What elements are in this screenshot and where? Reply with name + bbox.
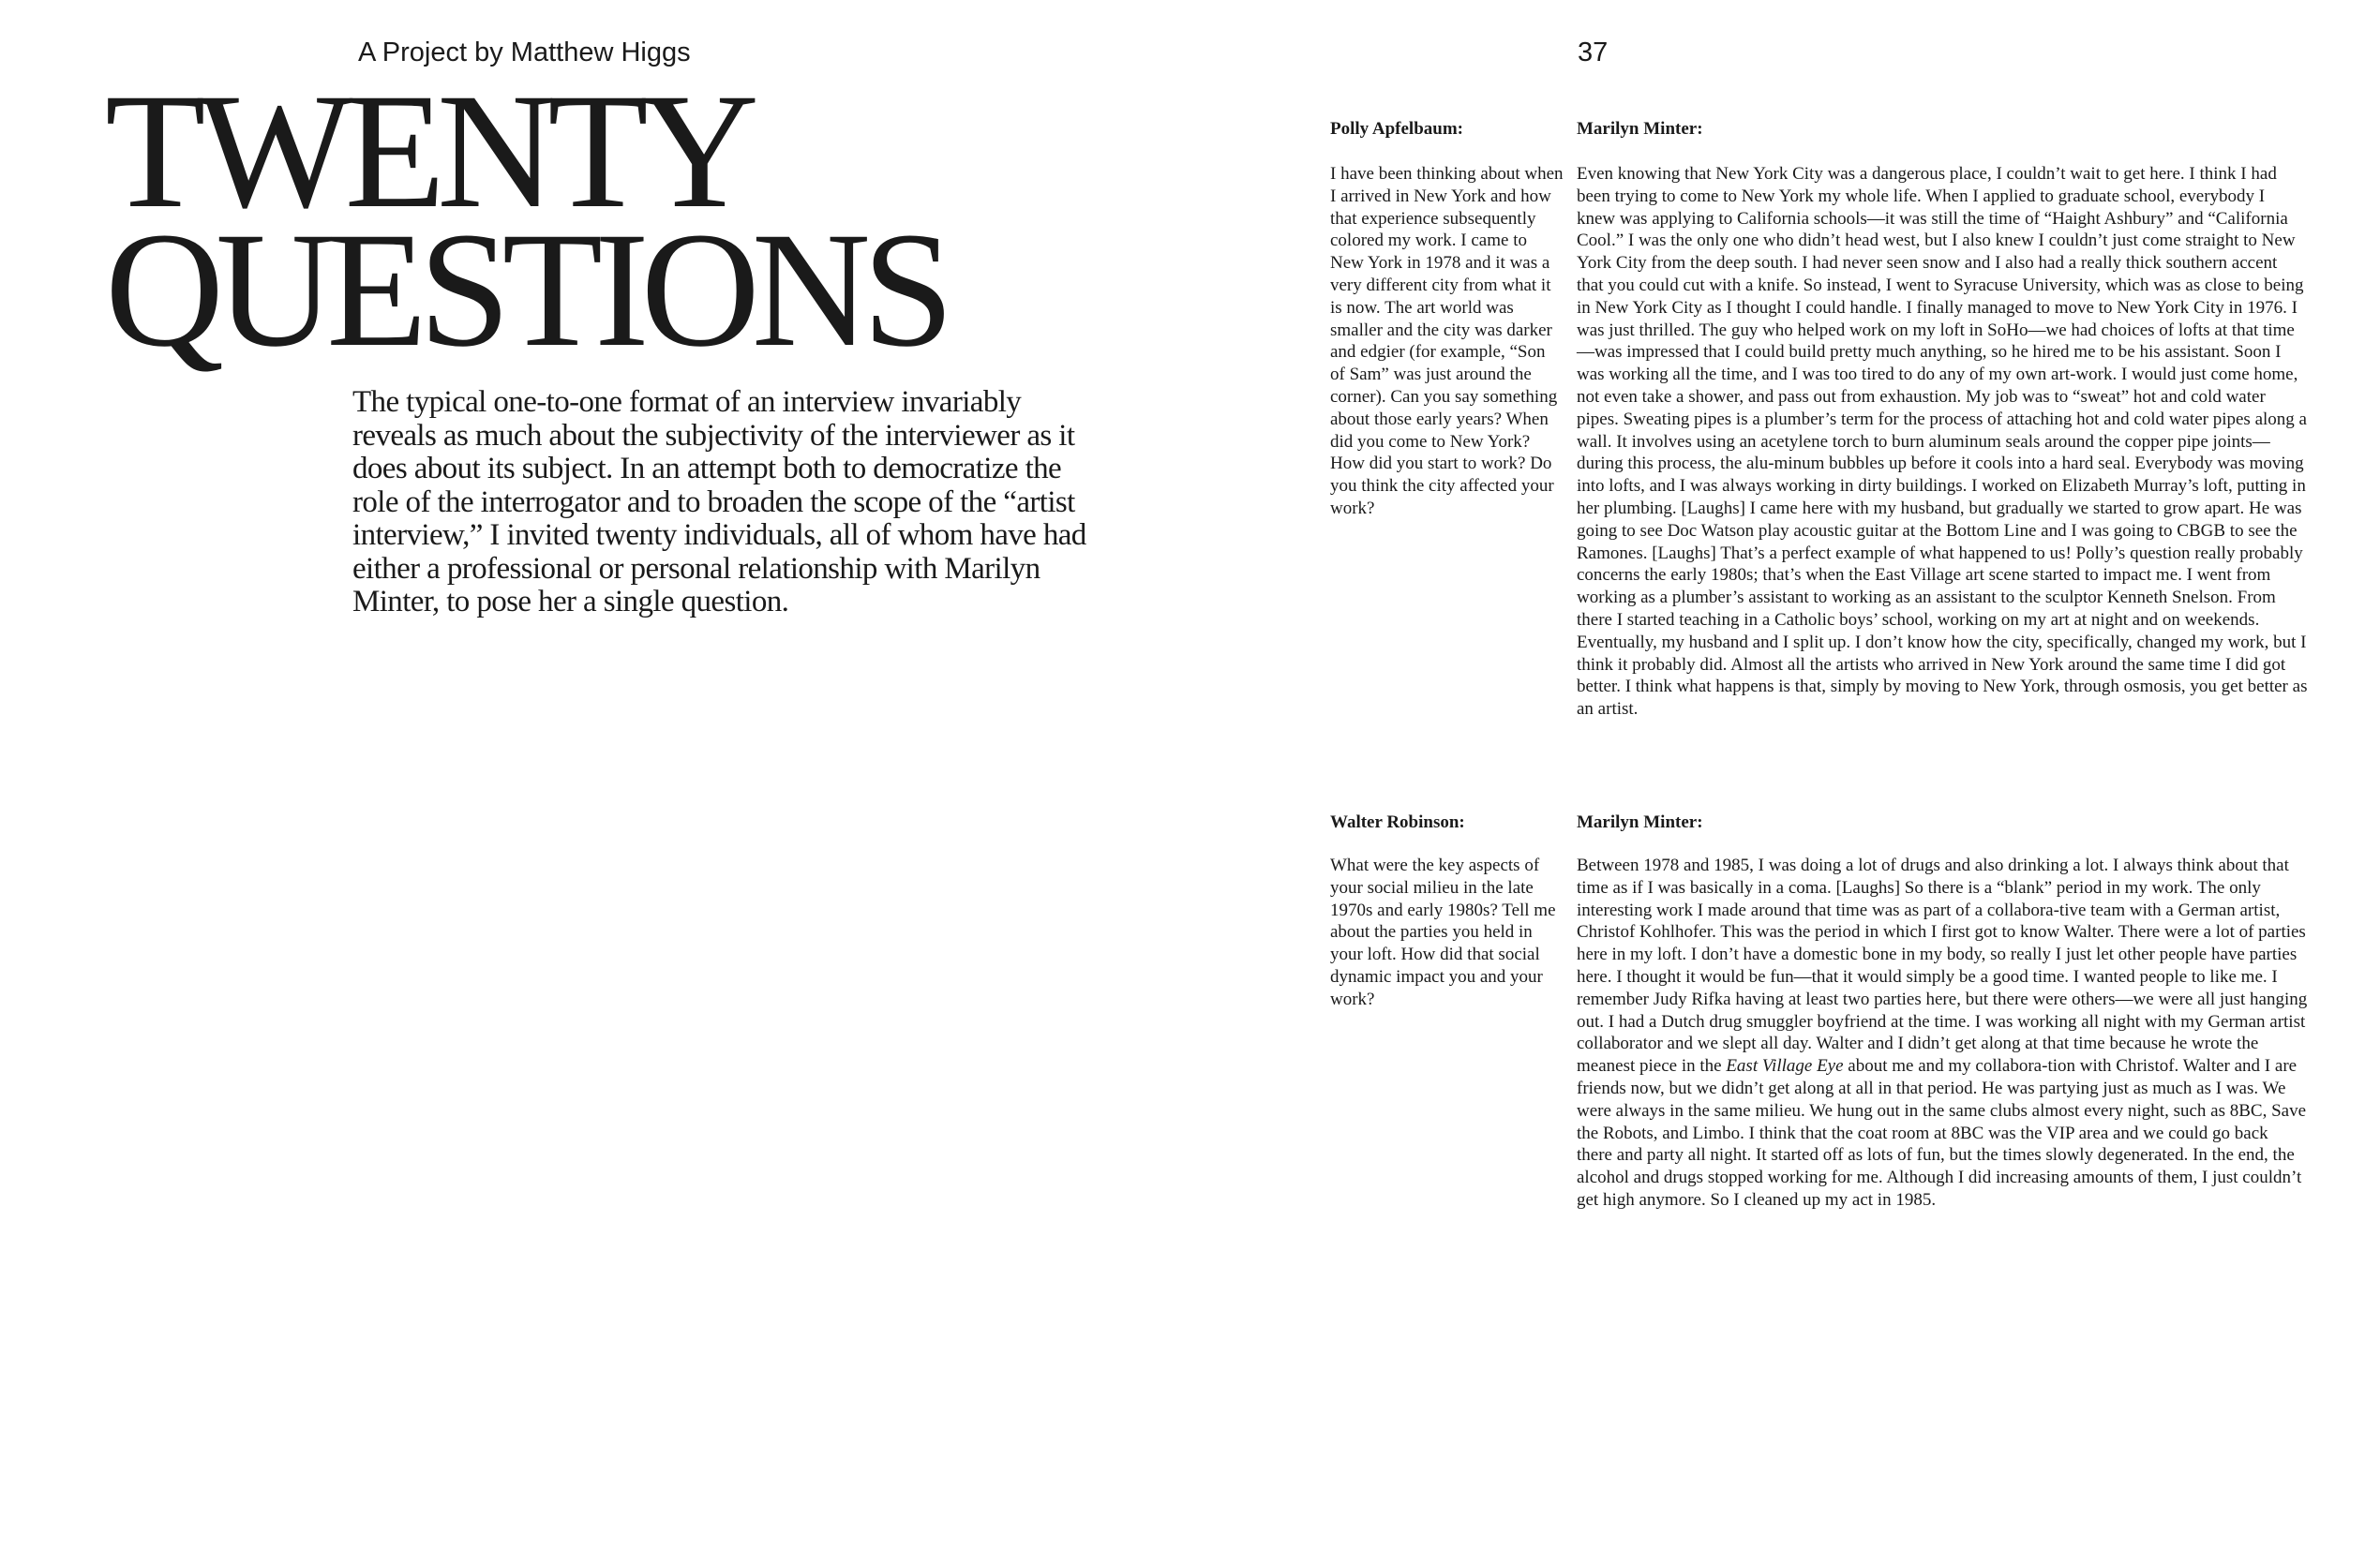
- answer-text: Even knowing that New York City was a dangerous place, I couldn’t wait to get here. I think I had been trying to come to New York my whole life. When I applied to graduate school, everybody I knew was applying to California schools—it was still the time of “Haight Ashbury” and “California Cool.” I was the only one who didn’t head west, but I also knew I couldn’t just come straight to New York City from the deep south. I had never seen snow and I also had a really thick southern accent that you could cut with a knife. So instead, I went to Syracuse University, which was as close to being in New York City as I thought I could handle. I finally managed to move to New York City in 1976. I was just thrilled. The guy who helped work on my loft in SoHo—we had choices of lofts at that time—was impressed that I could build pretty much anything, so he hired me to be his assistant. Soon I was working all the time, and I was too tired to do any of my own art-work. I would just come home, not even take a shower, and pass out from exhaustion. My job was to “sweat” hot and cold water pipes. Sweating pipes is a plumber’s term for the process of attaching hot and cold water pipes along a wall. It involves using an acetylene torch to burn aluminum seals around the copper pipe joints—during this process, the alu-minum bubbles up before it cools into a hard seal. Everybody was moving into lofts, and I was always working in dirty buildings. I worked on Elizabeth Murray’s loft, putting in her plumbing. [Laughs] I came here with my husband, but gradually we started to grow apart. He was going to see Doc Watson play acoustic guitar at the Bottom Line and I was going to CBGB to see the Ramones. [Laughs] That’s a perfect example of what happened to us! Polly’s question really probably concerns the early 1980s; that’s when the East Village art scene started to impact me. I went from working as a plumber’s assistant to working as an assistant to the sculptor Kenneth Snelson. From there I started teaching in a Catholic boys’ school, working on my art at night and on weekends. Eventually, my husband and I split up. I don’t know how the city, specifically, changed my work, but I think it probably did. Almost all the artists who arrived in New York around the same time I did got better. I think what happens is that, simply by moving to New York, through osmosis, you get better as an artist.: [1577, 164, 2308, 720]
- respondent-name: Marilyn Minter:: [1577, 119, 1703, 139]
- title-line-1: TWENTY: [105, 60, 751, 243]
- page-title: [105, 60, 946, 381]
- question-text: What were the key aspects of your social milieu in the late 1970s and early 1980s? Tell me about the parties you held in your loft. How did that social dynamic impact you and your work?: [1330, 856, 1556, 1009]
- respondent-name: Marilyn Minter:: [1577, 812, 1703, 832]
- page-number: 37: [1578, 37, 1609, 67]
- title-line-2: QUESTIONS: [105, 199, 946, 381]
- publication-title: East Village Eye: [1726, 1056, 1844, 1077]
- answer-text-part: about me and my collabora-tion with Christof. Walter and I are friends now, but we didn’t get along at all in that period. He was partying just as much as I was. We were always in the same milieu. We hung out in the same clubs almost every night, such as 8BC, Save the Robots, and Limbo. I think that the coat room at 8BC was the VIP area and we could go back there and party all night. It started off as lots of fun, but the times slowly degenerated. In the end, the alcohol and drugs stopped working for me. Although I did increasing amounts of them, I just couldn’t get high anymore. So I cleaned up my act in 1985.: [1577, 1056, 2307, 1210]
- answer-text-part: Between 1978 and 1985, I was doing a lot of drugs and also drinking a lot. I always think about that time as if I was basically in a coma. [Laughs] So there is a “blank” period in my work. The only interesting work I made around that time was as part of a collabora-tive team with a German artist, Christof Kohlhofer. This was the period in which I first got to know Walter. There were a lot of parties here in my loft. I don’t have a domestic bone in my body, so really I just let other people have parties here. I thought it would be fun—that it would simply be a good time. I wanted people to like me. I remember Judy Rifka having at least two parties here, but there were others—we were all just hanging out. I had a Dutch drug smuggler boyfriend at the time. I was working all night with my German artist collaborator and we slept all day. Walter and I didn’t get along at that time because he wrote the meanest piece in the: [1577, 856, 2308, 1077]
- questioner-name: Polly Apfelbaum:: [1330, 119, 1463, 139]
- intro-paragraph: The typical one-to-one format of an interview invariably reveals as much about the subjectivity of the interviewer as it does about its subject. In an attempt both to democratize the role of the interrogator and to broaden the scope of the “artist interview,” I invited twenty individuals, all of whom have had either a professional or personal relationship with Marilyn Minter, to pose her a single question.: [352, 385, 1086, 618]
- answer-text: [1577, 855, 2308, 1212]
- question-text: I have been thinking about when I arrived in New York and how that experience subsequently colored my work. I came to New York in 1978 and it was a very different city from what it is now. The art world was smaller and the city was darker and edgier (for example, “Son of Sam” was just around the corner). Can you say something about those early years? When did you come to New York? How did you start to work? Do you think the city affected your work?: [1330, 164, 1564, 518]
- project-credit: A Project by Matthew Higgs: [358, 37, 691, 67]
- questioner-name: Walter Robinson:: [1330, 812, 1465, 832]
